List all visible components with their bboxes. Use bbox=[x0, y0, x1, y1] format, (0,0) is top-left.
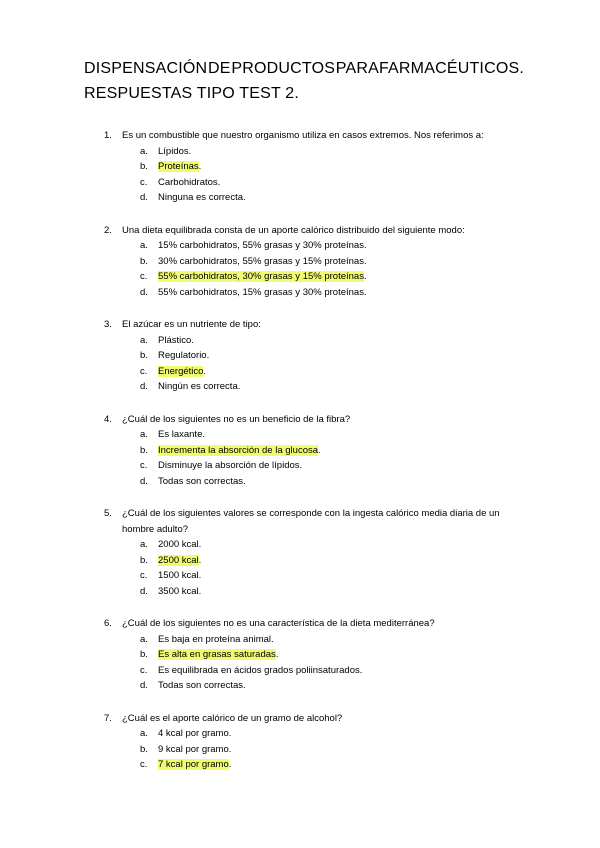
option-letter: a. bbox=[140, 145, 148, 157]
option-letter: a. bbox=[140, 728, 148, 739]
option-period: . bbox=[198, 161, 202, 172]
option-period: . bbox=[203, 365, 207, 377]
answer-option bbox=[0, 285, 600, 301]
answer-option bbox=[0, 159, 600, 175]
question-item bbox=[0, 506, 600, 599]
answer-option bbox=[0, 238, 600, 254]
question-item bbox=[0, 616, 600, 694]
answer-option bbox=[0, 364, 600, 380]
option-letter: a. bbox=[140, 334, 148, 346]
option-letter: d. bbox=[140, 680, 148, 691]
option-list bbox=[0, 333, 600, 395]
question-item bbox=[0, 223, 600, 301]
title-line-2: RESPUESTAS TIPO TEST 2. bbox=[84, 85, 300, 102]
title-line-1 bbox=[84, 56, 524, 81]
option-letter: d. bbox=[140, 475, 148, 487]
answer-option bbox=[0, 742, 600, 758]
option-list bbox=[0, 427, 600, 489]
question-number: 7. bbox=[104, 712, 112, 724]
correct-answer-highlight: Es alta en grasas saturadas bbox=[158, 649, 276, 660]
answer-option bbox=[0, 269, 600, 285]
answer-option bbox=[0, 333, 600, 349]
option-letter: d. bbox=[140, 381, 148, 392]
option-letter: b. bbox=[140, 649, 148, 660]
answer-option bbox=[0, 757, 600, 773]
option-list bbox=[0, 144, 600, 206]
question-number: 4. bbox=[104, 413, 112, 425]
option-letter: c. bbox=[140, 176, 148, 188]
option-period: . bbox=[228, 759, 232, 770]
answer-option bbox=[0, 678, 600, 694]
question-item bbox=[0, 317, 600, 395]
title-word: PRODUCTOS bbox=[231, 60, 336, 77]
option-text: Lípidos. bbox=[158, 145, 192, 157]
answer-option bbox=[0, 458, 600, 474]
answer-option bbox=[0, 443, 600, 459]
option-letter: b. bbox=[140, 255, 148, 267]
answer-option bbox=[0, 568, 600, 584]
correct-answer-highlight: Proteínas bbox=[158, 161, 199, 172]
answer-option bbox=[0, 348, 600, 364]
option-letter: c. bbox=[140, 759, 148, 770]
option-letter: c. bbox=[140, 570, 148, 581]
question-item bbox=[0, 128, 600, 206]
option-text: 1500 kcal. bbox=[158, 570, 202, 581]
answer-option bbox=[0, 254, 600, 270]
page-title bbox=[84, 56, 524, 106]
correct-answer-highlight: 55% carbohidratos, 30% grasas y 15% proteínas bbox=[158, 271, 364, 282]
question-text bbox=[0, 412, 600, 428]
option-text: Carbohidratos. bbox=[158, 176, 221, 188]
question-statement: ¿Cuál de los siguientes valores se corresponde con la ingesta calórico media diaria de un hombre adulto? bbox=[122, 508, 500, 535]
title-word: PARAFARMACÉUTICOS. bbox=[335, 60, 524, 77]
answer-option bbox=[0, 537, 600, 553]
option-letter: b. bbox=[140, 444, 148, 456]
question-text bbox=[0, 128, 600, 144]
answer-option bbox=[0, 190, 600, 206]
answer-option bbox=[0, 553, 600, 569]
option-text: Todas son correctas. bbox=[158, 680, 246, 691]
option-letter: a. bbox=[140, 539, 148, 550]
answer-option bbox=[0, 175, 600, 191]
option-period: . bbox=[318, 444, 321, 456]
question-text bbox=[0, 616, 600, 632]
option-text: 9 kcal por gramo. bbox=[158, 743, 232, 755]
option-letter: c. bbox=[140, 365, 148, 377]
option-text: 2000 kcal. bbox=[158, 539, 202, 550]
option-text: Ninguna es correcta. bbox=[158, 192, 246, 203]
correct-answer-highlight: Incrementa la absorción de la glucosa bbox=[158, 444, 319, 456]
answer-option bbox=[0, 726, 600, 742]
title-word: DISPENSACIÓN bbox=[84, 60, 208, 77]
question-statement: Es un combustible que nuestro organismo utiliza en casos extremos. Nos referimos a: bbox=[122, 130, 484, 141]
option-letter: b. bbox=[140, 161, 148, 172]
question-number: 3. bbox=[104, 319, 112, 330]
question-number: 2. bbox=[104, 224, 112, 236]
option-text: Es baja en proteína animal. bbox=[158, 633, 274, 645]
option-text: Regulatorio. bbox=[158, 350, 210, 361]
option-letter: b. bbox=[140, 350, 148, 361]
option-text: 15% carbohidratos, 55% grasas y 30% proteínas. bbox=[158, 240, 367, 251]
option-letter: c. bbox=[140, 664, 148, 676]
option-letter: a. bbox=[140, 240, 148, 251]
question-statement: El azúcar es un nutriente de tipo: bbox=[122, 319, 261, 330]
question-number: 1. bbox=[104, 130, 112, 141]
option-letter: a. bbox=[140, 633, 148, 645]
answer-option bbox=[0, 663, 600, 679]
option-text: Es equilibrada en ácidos grados poliinsaturados. bbox=[158, 664, 363, 676]
answer-option bbox=[0, 379, 600, 395]
question-list bbox=[0, 128, 600, 790]
option-letter: b. bbox=[140, 743, 148, 755]
question-text bbox=[0, 317, 600, 333]
correct-answer-highlight: Energético bbox=[158, 365, 204, 377]
option-text: Plástico. bbox=[158, 334, 194, 346]
correct-answer-highlight: 2500 kcal bbox=[158, 554, 199, 566]
option-list bbox=[0, 632, 600, 694]
option-letter: a. bbox=[140, 429, 148, 440]
question-text bbox=[0, 506, 600, 537]
option-text: 4 kcal por gramo. bbox=[158, 728, 232, 739]
option-text: 55% carbohidratos, 15% grasas y 30% proteínas. bbox=[158, 286, 367, 298]
option-text: Disminuye la absorción de lípidos. bbox=[158, 460, 303, 471]
title-word: DE bbox=[208, 60, 231, 77]
option-letter: d. bbox=[140, 585, 148, 597]
option-text: Es laxante. bbox=[158, 429, 205, 440]
option-letter: b. bbox=[140, 554, 148, 566]
correct-answer-highlight: 7 kcal por gramo bbox=[158, 759, 229, 770]
option-letter: d. bbox=[140, 192, 148, 203]
question-statement: ¿Cuál de los siguientes no es una característica de la dieta mediterránea? bbox=[122, 618, 435, 629]
answer-option bbox=[0, 647, 600, 663]
option-letter: d. bbox=[140, 286, 148, 298]
question-item bbox=[0, 711, 600, 773]
option-period: . bbox=[198, 554, 202, 566]
answer-option bbox=[0, 474, 600, 490]
answer-option bbox=[0, 427, 600, 443]
option-text: Ningún es correcta. bbox=[158, 381, 241, 392]
option-list bbox=[0, 238, 600, 300]
question-statement: ¿Cuál de los siguientes no es un beneficio de la fibra? bbox=[122, 413, 351, 425]
option-list bbox=[0, 537, 600, 599]
question-statement: ¿Cuál es el aporte calórico de un gramo de alcohol? bbox=[122, 712, 343, 724]
option-text: 3500 kcal. bbox=[158, 585, 202, 597]
option-letter: c. bbox=[140, 271, 148, 282]
question-statement: Una dieta equilibrada consta de un aporte calórico distribuido del siguiente modo: bbox=[122, 224, 465, 236]
question-number: 5. bbox=[104, 508, 112, 519]
option-list bbox=[0, 726, 600, 773]
option-text: Todas son correctas. bbox=[158, 475, 246, 487]
answer-option bbox=[0, 144, 600, 160]
question-text bbox=[0, 711, 600, 727]
answer-option bbox=[0, 632, 600, 648]
answer-option bbox=[0, 584, 600, 600]
question-item bbox=[0, 412, 600, 490]
option-text: 30% carbohidratos, 55% grasas y 15% proteínas. bbox=[158, 255, 367, 267]
option-period: . bbox=[363, 271, 367, 282]
question-text bbox=[0, 223, 600, 239]
question-number: 6. bbox=[104, 618, 112, 629]
option-letter: c. bbox=[140, 460, 148, 471]
option-period: . bbox=[275, 649, 279, 660]
